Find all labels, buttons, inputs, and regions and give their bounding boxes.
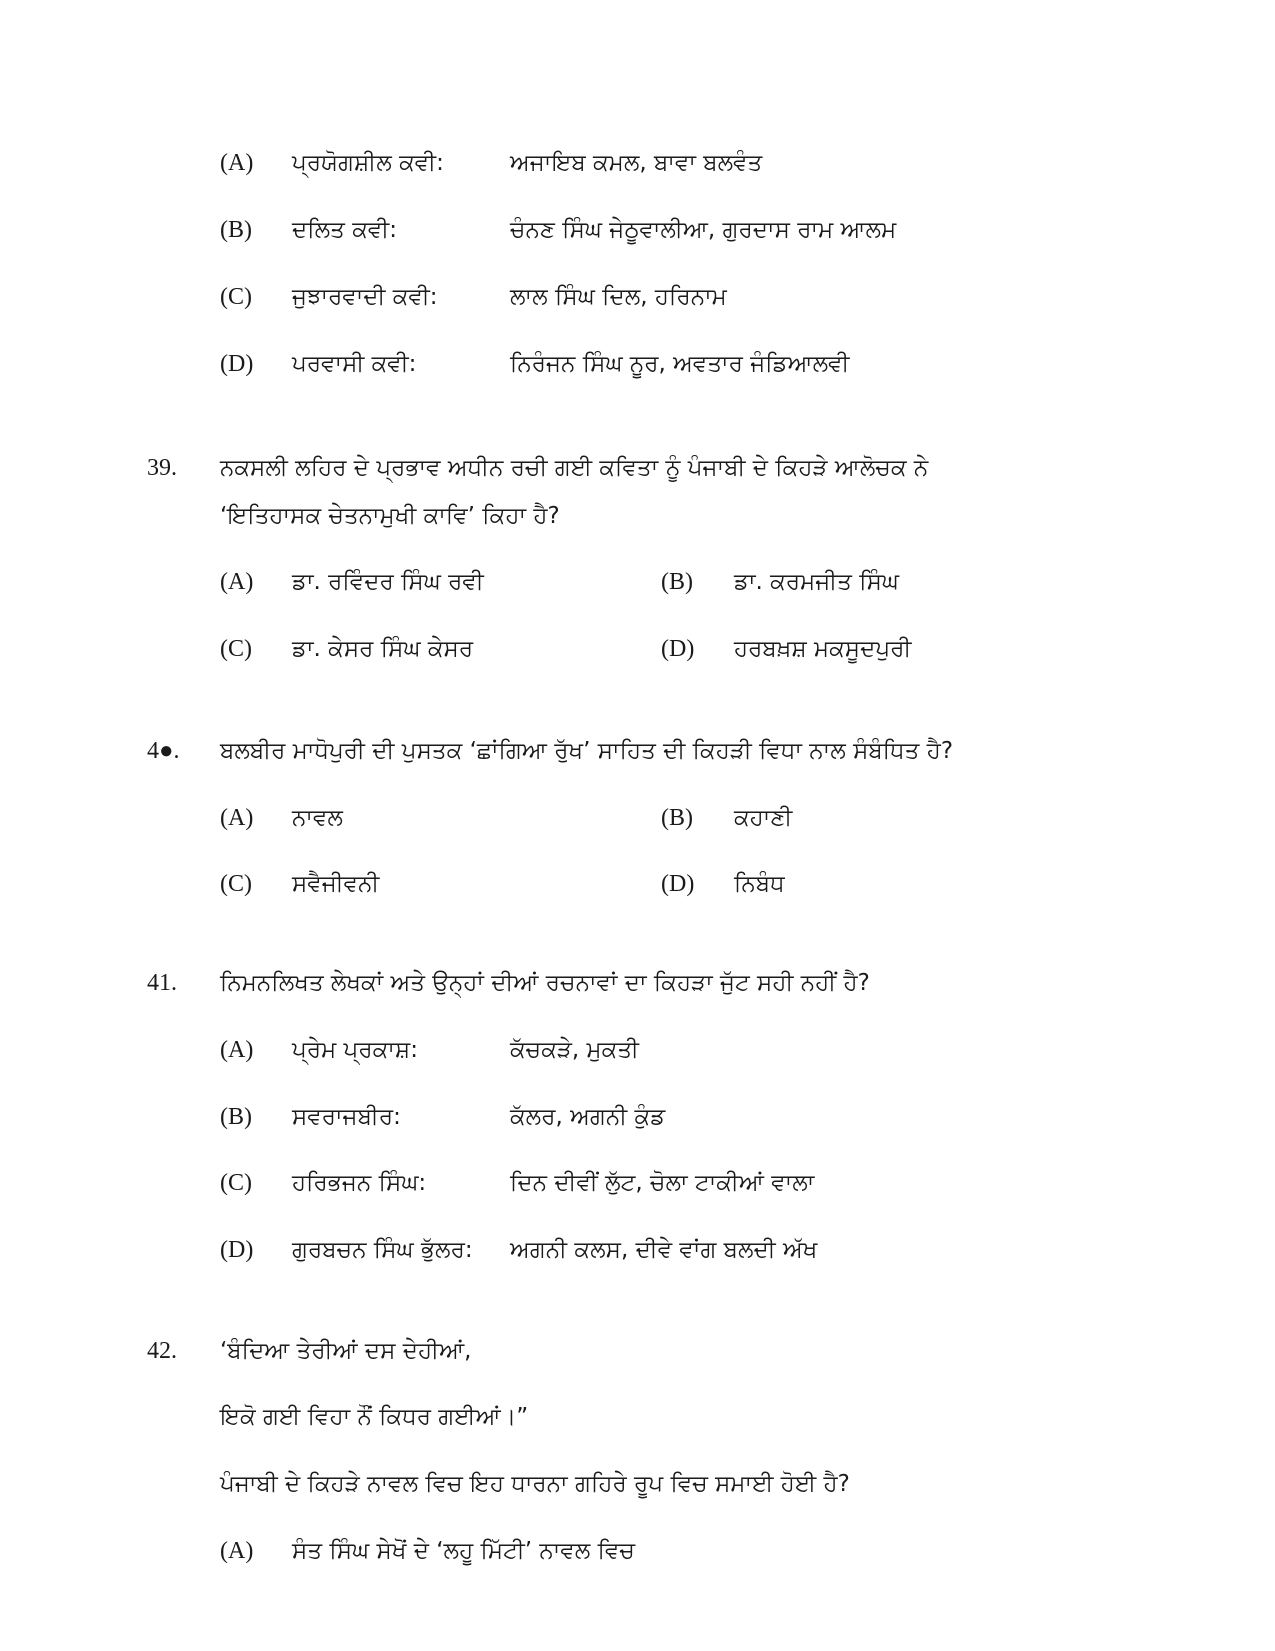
option-text: ਕਹਾਣੀ (734, 805, 793, 831)
option-label: (C) (220, 284, 252, 310)
option-works: ਚੰਨਣ ਸਿੰਘ ਜੇਠੂਵਾਲੀਆ, ਗੁਰਦਾਸ ਰਾਮ ਆਲਮ (510, 217, 897, 243)
option-label: (A) (220, 805, 254, 831)
option-works: ਕੱਚਕੜੇ, ਮੁਕਤੀ (510, 1037, 639, 1063)
question-number: 41. (147, 970, 177, 996)
option-text: ਸਵੈਜੀਵਨੀ (292, 871, 380, 897)
option-label: (A) (220, 150, 254, 176)
option-works: ਕੱਲਰ, ਅਗਨੀ ਕੁੰਡ (510, 1104, 666, 1130)
option-works: ਲਾਲ ਸਿੰਘ ਦਿਲ, ਹਰਿਨਾਮ (510, 284, 727, 310)
option-writer: ਪ੍ਰੇਮ ਪ੍ਰਕਾਸ਼: (292, 1037, 418, 1063)
option-label: (D) (220, 351, 254, 377)
option-text: ਡਾ. ਕਰਮਜੀਤ ਸਿੰਘ (734, 569, 900, 595)
option-label: (D) (220, 1237, 254, 1263)
option-writer: ਪਰਵਾਸੀ ਕਵੀ: (292, 351, 417, 377)
option-label: (C) (220, 1170, 252, 1196)
option-label: (A) (220, 1037, 254, 1063)
option-writer: ਦਲਿਤ ਕਵੀ: (292, 217, 397, 243)
option-label: (C) (220, 636, 252, 662)
option-label: (B) (661, 569, 693, 595)
option-works: ਅਜਾਇਬ ਕਮਲ, ਬਾਵਾ ਬਲਵੰਤ (510, 150, 763, 176)
option-works: ਦਿਨ ਦੀਵੀਂ ਲੁੱਟ, ਚੋਲਾ ਟਾਕੀਆਂ ਵਾਲਾ (510, 1170, 815, 1196)
option-writer: ਸਵਰਾਜਬੀਰ: (292, 1104, 401, 1130)
option-text: ਨਾਵਲ (292, 805, 343, 831)
verse-line: ‘ਬੰਦਿਆ ਤੇਰੀਆਂ ਦਸ ਦੇਹੀਆਂ, (220, 1338, 472, 1364)
question-text: ਪੰਜਾਬੀ ਦੇ ਕਿਹੜੇ ਨਾਵਲ ਵਿਚ ਇਹ ਧਾਰਨਾ ਗਹਿਰੇ ਰੂਪ ਵਿਚ ਸਮਾਈ ਹੋਈ ਹੈ? (220, 1471, 850, 1497)
question-text: ਨਕਸਲੀ ਲਹਿਰ ਦੇ ਪ੍ਰਭਾਵ ਅਧੀਨ ਰਚੀ ਗਈ ਕਵਿਤਾ ਨੂੰ ਪੰਜਾਬੀ ਦੇ ਕਿਹੜੇ ਆਲੋਚਕ ਨੇ (220, 455, 929, 481)
option-text: ਸੰਤ ਸਿੰਘ ਸੇਖੋਂ ਦੇ ‘ਲਹੂ ਮਿੱਟੀ’ ਨਾਵਲ ਵਿਚ (292, 1538, 635, 1564)
option-label: (B) (220, 217, 252, 243)
verse-line: ਇਕੋ ਗਈ ਵਿਹਾ ਨੌਂ ਕਿਧਰ ਗਈਆਂ।” (220, 1404, 529, 1430)
option-label: (D) (661, 636, 695, 662)
option-text: ਹਰਬਖ਼ਸ਼ ਮਕਸੂਦਪੁਰੀ (734, 636, 912, 662)
option-works: ਅਗਨੀ ਕਲਸ, ਦੀਵੇ ਵਾਂਗ ਬਲਦੀ ਅੱਖ (510, 1237, 818, 1263)
option-text: ਡਾ. ਰਵਿੰਦਰ ਸਿੰਘ ਰਵੀ (292, 569, 484, 595)
option-writer: ਗੁਰਬਚਨ ਸਿੰਘ ਭੁੱਲਰ: (292, 1237, 473, 1263)
option-writer: ਜੁਝਾਰਵਾਦੀ ਕਵੀ: (292, 284, 438, 310)
option-writer: ਪ੍ਰਯੋਗਸ਼ੀਲ ਕਵੀ: (292, 150, 444, 176)
question-number: 39. (147, 455, 177, 481)
question-text: ‘ਇਤਿਹਾਸਕ ਚੇਤਨਾਮੁਖੀ ਕਾਵਿ’ ਕਿਹਾ ਹੈ? (220, 503, 560, 529)
option-label: (C) (220, 871, 252, 897)
option-label: (D) (661, 871, 695, 897)
option-text: ਡਾ. ਕੇਸਰ ਸਿੰਘ ਕੇਸਰ (292, 636, 474, 662)
option-text: ਨਿਬੰਧ (734, 871, 785, 897)
option-works: ਨਿਰੰਜਨ ਸਿੰਘ ਨੂਰ, ਅਵਤਾਰ ਜੰਡਿਆਲਵੀ (510, 351, 850, 377)
question-text: ਬਲਬੀਰ ਮਾਧੋਪੁਰੀ ਦੀ ਪੁਸਤਕ ‘ਛਾਂਗਿਆ ਰੁੱਖ’ ਸਾਹਿਤ ਦੀ ਕਿਹੜੀ ਵਿਧਾ ਨਾਲ ਸੰਬੰਧਿਤ ਹੈ? (220, 738, 954, 764)
question-text: ਨਿਮਨਲਿਖਤ ਲੇਖਕਾਂ ਅਤੇ ਉਨ੍ਹਾਂ ਦੀਆਂ ਰਚਨਾਵਾਂ ਦਾ ਕਿਹੜਾ ਜੁੱਟ ਸਹੀ ਨਹੀਂ ਹੈ? (220, 970, 870, 996)
question-number: 4●. (147, 738, 180, 764)
option-label: (B) (661, 805, 693, 831)
question-number: 42. (147, 1338, 177, 1364)
option-label: (A) (220, 1538, 254, 1564)
option-label: (A) (220, 569, 254, 595)
option-writer: ਹਰਿਭਜਨ ਸਿੰਘ: (292, 1170, 427, 1196)
option-label: (B) (220, 1104, 252, 1130)
